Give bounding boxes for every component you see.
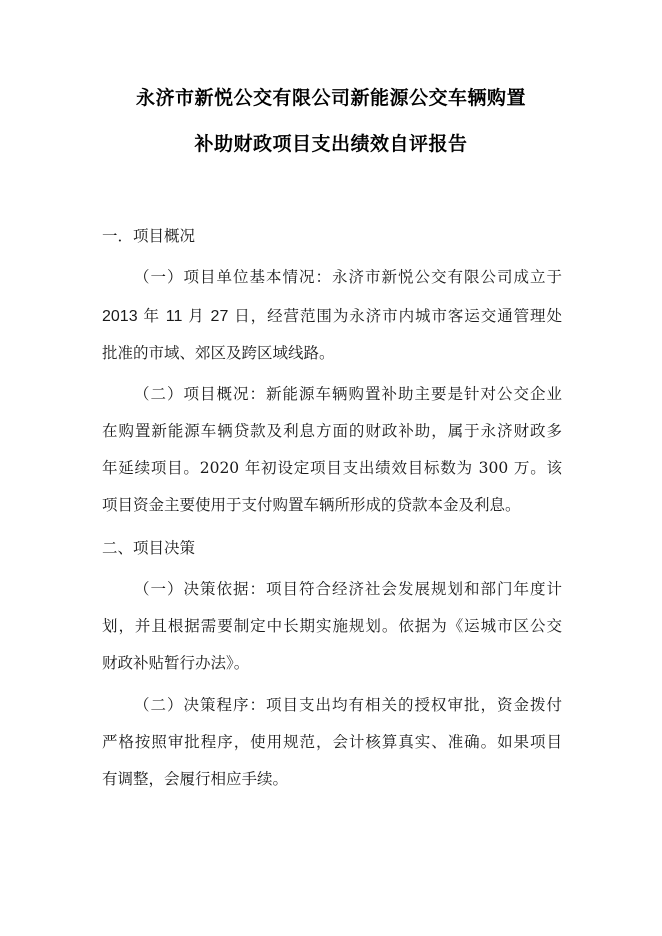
text-fragment: 月 <box>182 307 211 325</box>
paragraph-line: （二）项目概况：新能源车辆购置补助主要是针对公交企业 <box>134 385 562 403</box>
paragraph-line: 批准的市域、郊区及跨区域线路。 <box>102 344 335 362</box>
paragraph-line: （二）决策程序：项目支出均有相关的授权审批，资金拨付 <box>134 696 562 714</box>
paragraph-line: （一）项目单位基本情况：永济市新悦公交有限公司成立于 <box>134 268 562 286</box>
section-heading-project-overview: 一．项目概况 <box>102 227 196 245</box>
document-title-line-1: 永济市新悦公交有限公司新能源公交车辆购置 <box>135 87 526 109</box>
paragraph-line: 严格按照审批程序，使用规范，会计核算真实、准确。如果项目 <box>102 733 562 751</box>
text-fragment: 年 <box>137 307 166 325</box>
paragraph-line: 在购置新能源车辆贷款及利息方面的财政补助，属于永济财政多 <box>102 422 562 440</box>
paragraph-line: 项目资金主要使用于支付购置车辆所形成的贷款本金及利息。 <box>102 496 521 514</box>
paragraph-line: 有调整，会履行相应手续。 <box>102 770 289 788</box>
paragraph-line: 财政补贴暂行办法》。 <box>102 654 250 672</box>
document-title-line-2: 补助财政项目支出绩效自评报告 <box>194 133 468 155</box>
founding-day: 27 <box>210 308 229 325</box>
paragraph-line: 年延续项目。2020 年初设定项目支出绩效目标数为 300 万。该 <box>102 459 562 477</box>
paragraph-line: （一）决策依据：项目符合经济社会发展规划和部门年度计 <box>134 580 562 598</box>
section-heading-project-decision: 二、项目决策 <box>102 539 196 557</box>
paragraph-line: 划，并且根据需要制定中长期实施规划。依据为《运城市区公交 <box>102 617 562 635</box>
founding-year: 2013 <box>102 308 138 325</box>
founding-month: 11 <box>165 308 183 325</box>
paragraph-line <box>102 306 562 327</box>
text-fragment: 日，经营范围为永济市内城市客运交通管理处 <box>228 307 562 325</box>
